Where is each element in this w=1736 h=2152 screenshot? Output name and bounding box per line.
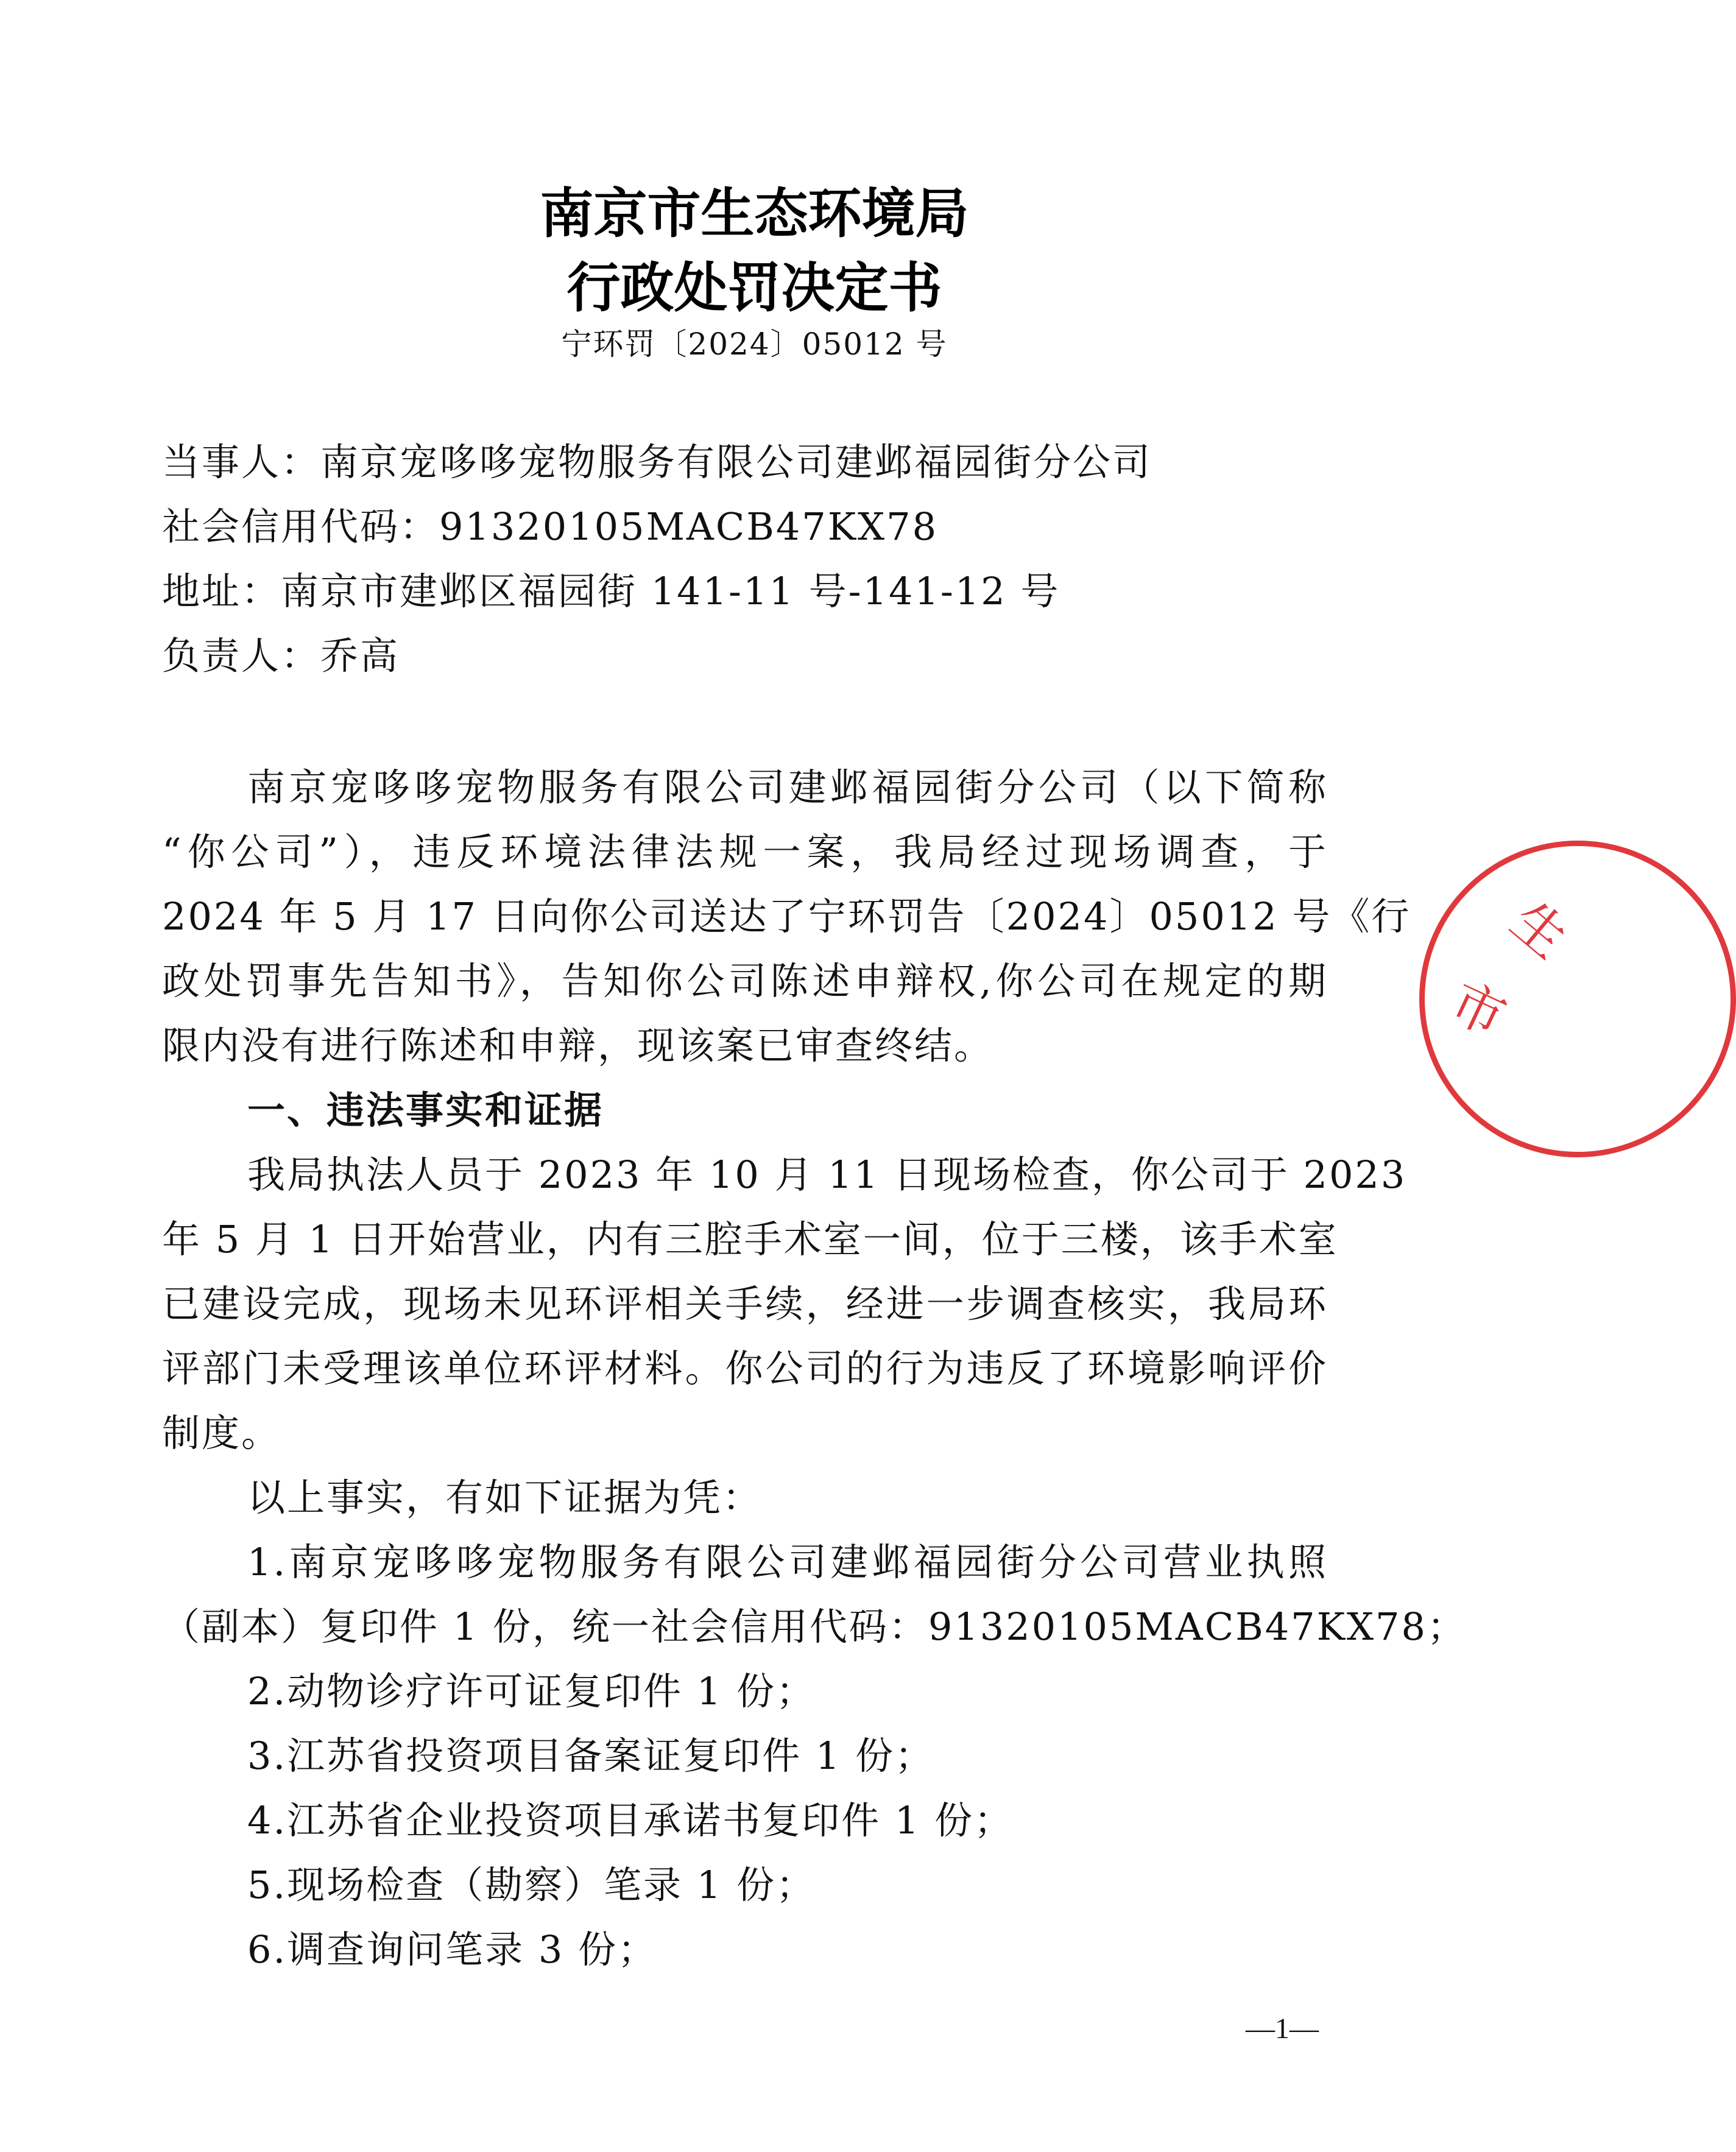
section-heading: 一、违法事实和证据	[247, 1088, 604, 1132]
evidence-item: 4.江苏省企业投资项目承诺书复印件 1 份；	[247, 1798, 1014, 1843]
party-responsible: 负责人：乔高	[162, 633, 400, 678]
intro-line: 2024 年 5 月 17 日向你公司送达了宁环罚告〔2024〕05012 号《行	[162, 894, 1411, 939]
evidence-item: 3.江苏省投资项目备案证复印件 1 份；	[247, 1734, 935, 1778]
evidence-item: 5.现场检查（勘察）笔录 1 份；	[247, 1863, 816, 1907]
evidence-item: 2.动物诊疗许可证复印件 1 份；	[247, 1669, 816, 1713]
facts-line: 已建设完成，现场未见环评相关手续，经进一步调查核实，我局环	[162, 1282, 1328, 1326]
party-name: 当事人：南京宠哆哆宠物服务有限公司建邺福园街分公司	[162, 440, 1152, 484]
official-seal: 生 市	[1419, 841, 1736, 1157]
intro-line: 政处罚事先告知书》，告知你公司陈述申辩权,你公司在规定的期	[162, 959, 1328, 1003]
evidence-item: （副本）复印件 1 份，统一社会信用代码：91320105MACB47KX78；	[162, 1604, 1467, 1649]
evidence-intro: 以上事实，有如下证据为凭：	[247, 1475, 763, 1520]
doc-title-line2: 行政处罚决定书	[566, 256, 942, 319]
facts-line: 我局执法人员于 2023 年 10 月 11 日现场检查，你公司于 2023	[247, 1152, 1407, 1197]
doc-title-line1: 南京市生态环境局	[540, 182, 969, 245]
doc-number: 宁环罚〔2024〕05012 号	[561, 326, 948, 362]
intro-line: 南京宠哆哆宠物服务有限公司建邺福园街分公司（以下简称	[247, 765, 1328, 810]
party-info	[162, 430, 1328, 688]
facts-line: 制度。	[162, 1411, 281, 1455]
party-credit-code: 社会信用代码：91320105MACB47KX78	[162, 504, 939, 549]
intro-paragraph	[162, 755, 1411, 1078]
party-address: 地址：南京市建邺区福园街 141-11 号-141-12 号	[162, 569, 1060, 613]
evidence-item: 1.南京宠哆哆宠物服务有限公司建邺福园街分公司营业执照	[247, 1540, 1328, 1584]
section-facts	[162, 1078, 1467, 1982]
evidence-item: 6.调查询问笔录 3 份；	[247, 1927, 658, 1972]
page-number: —1—	[1246, 2013, 1319, 2045]
facts-line: 评部门未受理该单位环评材料。你公司的行为违反了环境影响评价	[162, 1346, 1328, 1391]
intro-line: 限内没有进行陈述和申辩，现该案已审查终结。	[162, 1023, 994, 1068]
intro-line: “你公司”），违反环境法律法规一案，我局经过现场调查，于	[162, 830, 1328, 874]
facts-line: 年 5 月 1 日开始营业，内有三腔手术室一间，位于三楼，该手术室	[162, 1217, 1338, 1261]
